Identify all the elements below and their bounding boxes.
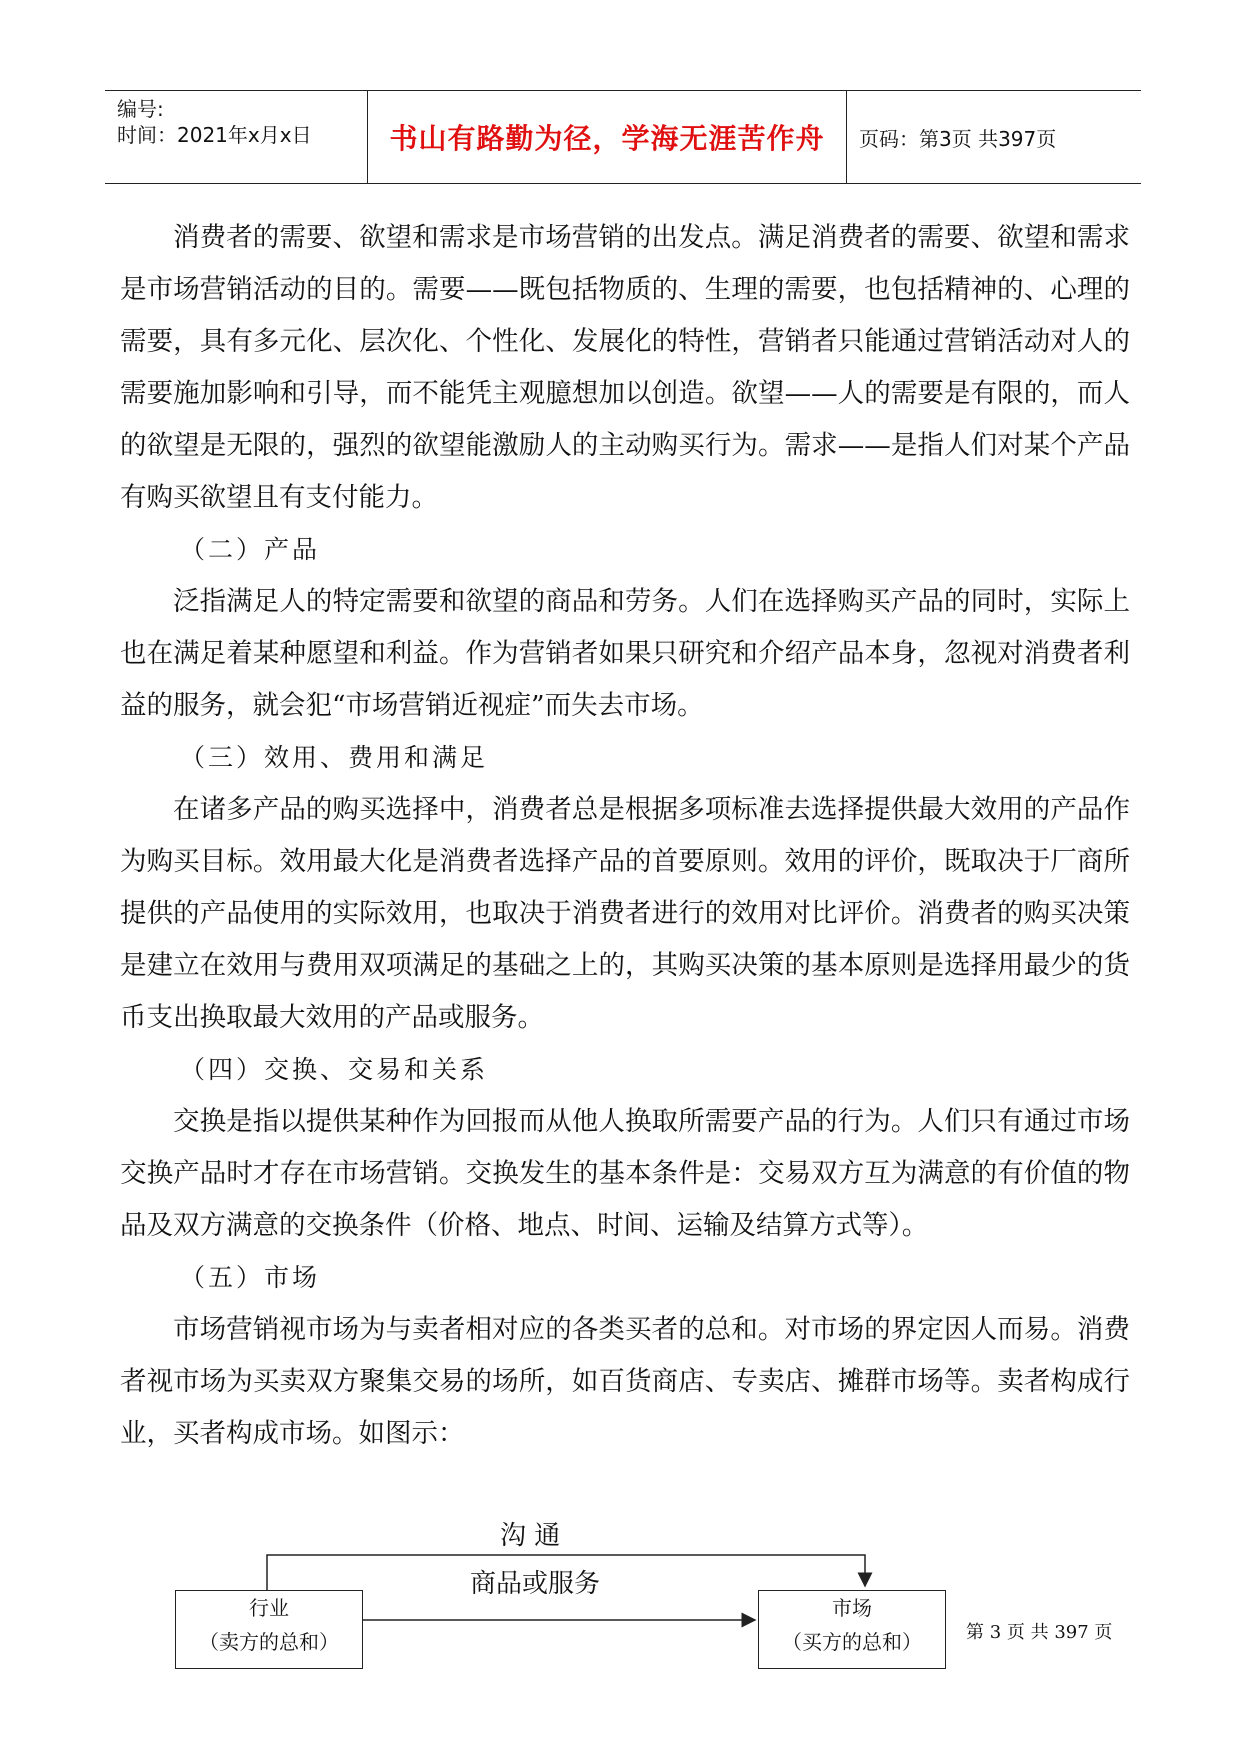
paragraph-utility: 在诸多产品的购买选择中，消费者总是根据多项标准去选择提供最大效用的产品作为购买目标。效用最大化是消费者选择产品的首要原则。效用的评价，既取决于厂商所提供的产品使用的实际效用，也取决于消费者进行的效用对比评价。消费者的购买决策是建立在效用与费用双项满足的基础之上的，其购买决策的基本原则是选择用最少的货币支出换取最大效用的产品或服务。 — [120, 794, 1130, 1033]
header-left-cell — [105, 91, 368, 183]
paragraph-needs: 消费者的需要、欲望和需求是市场营销的出发点。满足消费者的需要、欲望和需求是市场营销活动的目的。需要——既包括物质的、生理的需要，也包括精神的、心理的需要，具有多元化、层次化、个性化、发展化的特性，营销者只能通过营销活动对人的需要施加影响和引导，而不能凭主观臆想加以创造。欲望——人的需要是有限的，而人的欲望是无限的，强烈的欲望能激励人的主动购买行为。需求——是指人们对某个产品有购买欲望且有支付能力。 — [120, 222, 1130, 513]
section-heading-utility: （三）效用、费用和满足 — [180, 743, 489, 772]
paragraph-exchange: 交换是指以提供某种作为回报而从他人换取所需要产品的行为。人们只有通过市场交换产品时才存在市场营销。交换发生的基本条件是：交易双方互为满意的有价值的物品及双方满意的交换条件（价格、地点、时间、运输及结算方式等）。 — [120, 1106, 1130, 1241]
document-body — [120, 212, 1130, 1460]
paragraph-product: 泛指满足人的特定需要和欲望的商品和劳务。人们在选择购买产品的同时，实际上也在满足着某种愿望和利益。作为营销者如果只研究和介绍产品本身，忽视对消费者利益的服务，就会犯“市场营销近视症”而失去市场。 — [120, 586, 1130, 721]
paragraph-market: 市场营销视市场为与卖者相对应的各类买者的总和。对市场的界定因人而易。消费者视市场为买卖双方聚集交易的场所，如百货商店、专卖店、摊群市场等。卖者构成行业，买者构成市场。如图示： — [120, 1314, 1130, 1449]
market-box-subtitle: （买方的总和） — [782, 1630, 922, 1654]
industry-market-diagram — [170, 1515, 970, 1695]
section-heading-market: （五）市场 — [180, 1263, 321, 1292]
header-table — [105, 90, 1141, 184]
goods-services-label: 商品或服务 — [470, 1569, 601, 1599]
industry-box-subtitle: （卖方的总和） — [199, 1630, 339, 1654]
section-heading-product: （二）产品 — [180, 535, 321, 564]
motto: 书山有路勤为径，学海无涯苦作舟 — [389, 122, 825, 155]
header-right-cell — [847, 91, 1141, 183]
industry-box-title: 行业 — [249, 1596, 289, 1620]
market-box-title: 市场 — [832, 1596, 872, 1620]
section-heading-exchange: （四）交换、交易和关系 — [180, 1055, 489, 1084]
industry-box — [175, 1590, 363, 1669]
time-label: 时间：2021年x月x日 — [117, 123, 312, 147]
serial-label: 编号: — [117, 97, 164, 121]
communication-label: 沟 通 — [500, 1521, 561, 1551]
page-info: 页码：第3页 共397页 — [859, 126, 1057, 151]
header-center-cell — [368, 91, 847, 183]
market-box — [758, 1590, 946, 1669]
page-footer: 第 3 页 共 397 页 — [966, 1622, 1113, 1643]
